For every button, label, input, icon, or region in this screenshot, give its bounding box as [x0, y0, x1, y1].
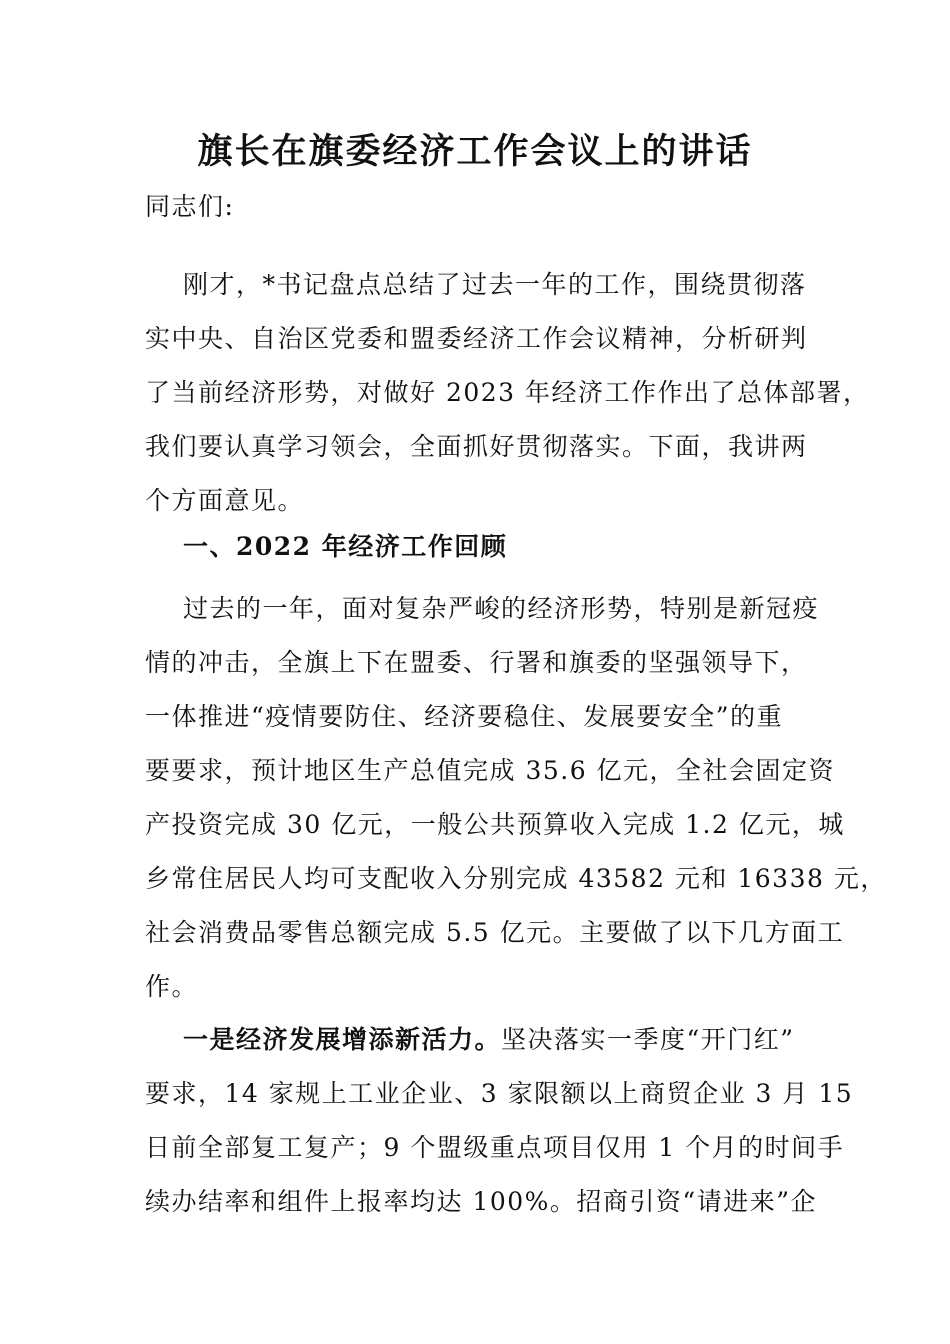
paragraph-line: 个方面意见。: [145, 486, 305, 515]
paragraph-line: 过去的一年，面对复杂严峻的经济形势，特别是新冠疫: [183, 594, 820, 623]
paragraph-line: 实中央、自治区党委和盟委经济工作会议精神，分析研判: [145, 324, 808, 353]
paragraph-line: 刚才，*书记盘点总结了过去一年的工作，围绕贯彻落: [183, 270, 807, 299]
salutation: [145, 180, 815, 234]
paragraph-line: 了当前经济形势，对做好 2023 年经济工作作出了总体部署，: [145, 378, 870, 407]
paragraph-lead: 一是经济发展增添新活力。: [183, 1025, 502, 1054]
paragraph-line: 要求，14 家规上工业企业、3 家限额以上商贸企业 3 月 15: [145, 1079, 854, 1108]
paragraph-vitality: [145, 1013, 854, 1229]
paragraph-intro: [145, 258, 870, 528]
paragraph-line: 产投资完成 30 亿元，一般公共预算收入完成 1.2 亿元，城: [145, 810, 845, 839]
paragraph-review: [145, 582, 887, 1014]
paragraph-line: 续办结率和组件上报率均达 100%。招商引资“请进来”企: [145, 1187, 817, 1216]
paragraph-first-rest: 坚决落实一季度“开门红”: [501, 1025, 795, 1054]
paragraph-line: 社会消费品零售总额完成 5.5 亿元。主要做了以下几方面工: [145, 918, 845, 947]
section-heading: [145, 520, 815, 574]
paragraph-line: 一体推进“疫情要防住、经济要稳住、发展要安全”的重: [145, 702, 784, 731]
paragraph-line: 日前全部复工复产；9 个盟级重点项目仅用 1 个月的时间手: [145, 1133, 845, 1162]
paragraph-line: 情的冲击，全旗上下在盟委、行署和旗委的坚强领导下，: [145, 648, 808, 677]
document-title: 旗长在旗委经济工作会议上的讲话: [197, 131, 753, 172]
paragraph-line: 作。: [145, 972, 199, 1001]
paragraph-first-line: [145, 1013, 815, 1067]
salutation-text: 同志们:: [145, 192, 235, 221]
paragraph-line: 乡常住居民人均可支配收入分别完成 43582 元和 16338 元，: [145, 864, 887, 893]
paragraph-line: 要要求，预计地区生产总值完成 35.6 亿元，全社会固定资: [145, 756, 836, 785]
paragraph-line: 我们要认真学习领会，全面抓好贯彻落实。下面，我讲两: [145, 432, 808, 461]
section-heading-text: 一、2022 年经济工作回顾: [183, 532, 508, 561]
